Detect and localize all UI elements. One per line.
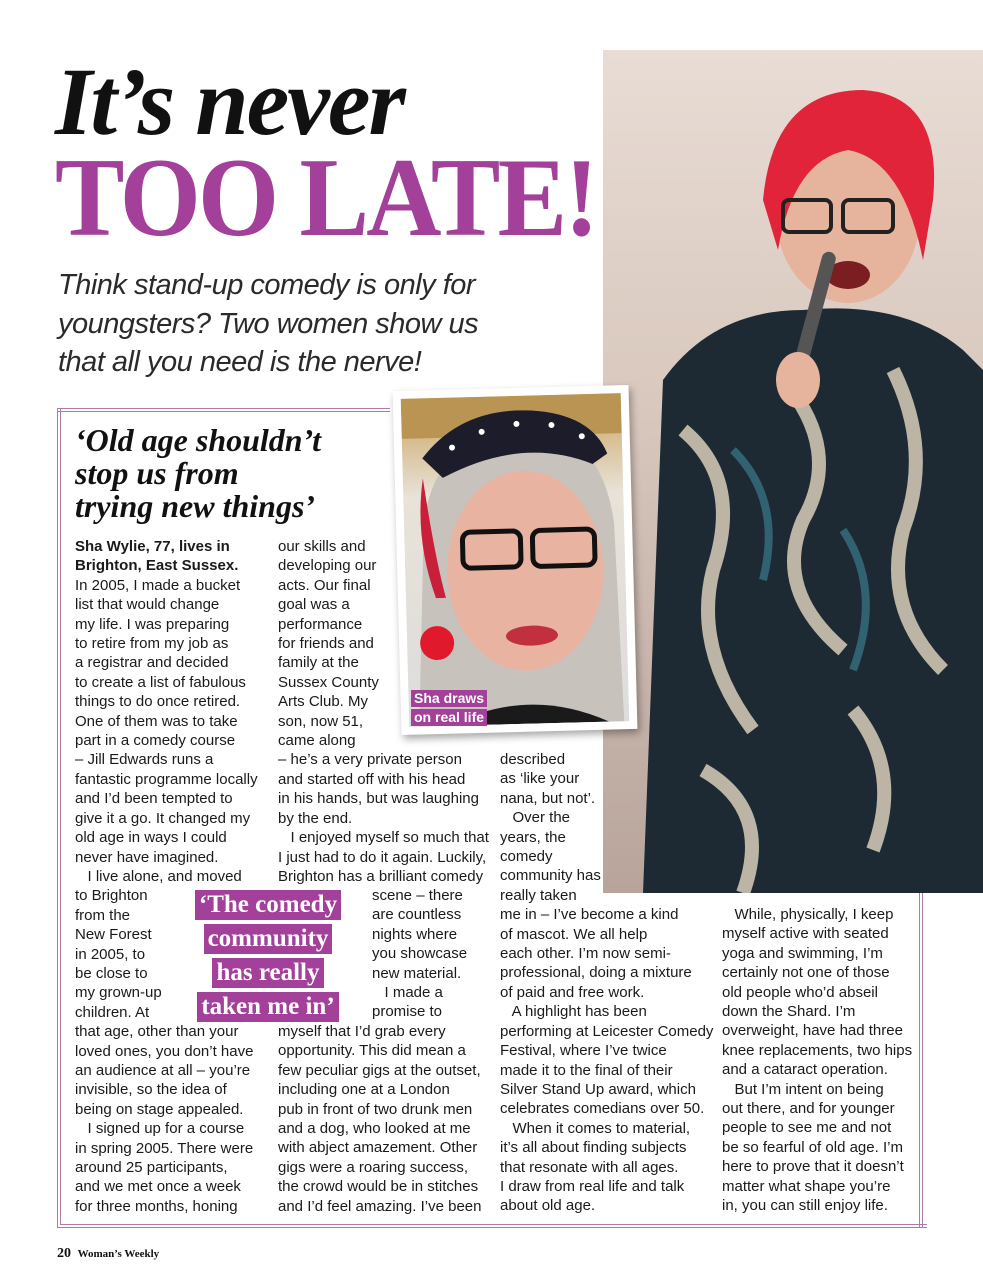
article-column-2c: myself that I’d grab every opportunity. This did mean a few peculiar gigs at the outset, including one at a London pub in front of two drunk men and a dog, who looked at me with abject amazement. Other gigs were a roaring success, the crowd would be in stitches and I’d feel amazing. I’ve been xyxy=(278,1023,482,1215)
article-column-2b: scene – there are countless nights where you showcase new material. I made a promise to xyxy=(372,887,468,1021)
headline-line-1: It’s never xyxy=(55,48,404,155)
article-column-3: described as ‘like your nana, but not’. Over the years, the comedy community has really taken me in – I’ve become a kind of mascot. We all help each other. I’m now semi- professional, doing a mixture of paid and free work. A highlight has been performing at Leicester Comedy Festival, where I’ve twice made it to the final of their Silver Stand Up award, which celebrates comedians over 50. When it comes to material, it’s all about finding subjects that resonate with all ages. I draw from real life and talk about old age. xyxy=(500,751,714,1215)
byline: Sha Wylie, 77, lives in Brighton, East Sussex. xyxy=(75,538,239,575)
pull-quote-line: community xyxy=(204,924,333,954)
photo-caption xyxy=(411,690,487,728)
story-box-top-border xyxy=(57,408,390,412)
article-column-2a: our skills and developing our acts. Our final goal was a performance for friends and family at the Sussex County Arts Club. My son, now 51, came along – he’s a very private person and started off with his head in his hands, but was laughing by the end. I enjoyed myself so much that I just had to do it again. Luckily, Brighton has a brilliant comedy xyxy=(278,538,489,885)
page-number: 20 xyxy=(57,1246,71,1261)
magazine-name: Woman’s Weekly xyxy=(77,1248,160,1260)
page-footer xyxy=(57,1246,159,1262)
story-heading: ‘Old age shouldn’t stop us from trying new things’ xyxy=(75,422,321,524)
pull-quote-line: has really xyxy=(212,958,323,988)
pull-quote xyxy=(183,890,353,1026)
column-1-text: In 2005, I made a bucket list that would change my life. I was preparing to retire from my job as a registrar and decided to create a list of fabulous things to do once retired. One of them was to take part in a comedy course – Jill Edwards runs a fantastic programme locally and I’d been tempted to give it a go. It changed my old age in ways I could never have imagined. I live alone, and moved to Brighton from the New Forest in 2005, to be close to my grown-up children. At that age, other than your loved ones, you don’t have an audience at all – you’re invisible, so the idea of being on stage appealed. I signed up for a course in spring 2005. There were around 25 participants, and we met once a week for three months, honing xyxy=(75,576,258,1215)
pull-quote-line: taken me in’ xyxy=(197,992,338,1022)
standfirst: Think stand-up comedy is only for youngsters? Two women show us that all you need is the nerve! xyxy=(58,269,479,378)
caption-line: Sha draws xyxy=(411,690,487,707)
pull-quote-line: ‘The comedy xyxy=(195,890,341,920)
caption-line: on real life xyxy=(411,709,487,726)
headline-line-2: TOO LATE! xyxy=(55,136,597,260)
sha-wylie-portrait-photo xyxy=(393,385,638,735)
article-column-4: While, physically, I keep myself active with seated yoga and swimming, I’m certainly not one of those old people who’d abseil down the Shard. I’m overweight, have had three knee replacements, two hips and a cataract operation. But I’m intent on being out there, and for younger people to see me and not be so fearful of old age. I’m here to prove that it doesn’t matter what shape you’re in, you can still enjoy life. xyxy=(722,906,913,1215)
article-column-1 xyxy=(75,537,258,1216)
story-box-right-border xyxy=(919,893,923,1228)
portrait-illustration xyxy=(401,393,630,727)
